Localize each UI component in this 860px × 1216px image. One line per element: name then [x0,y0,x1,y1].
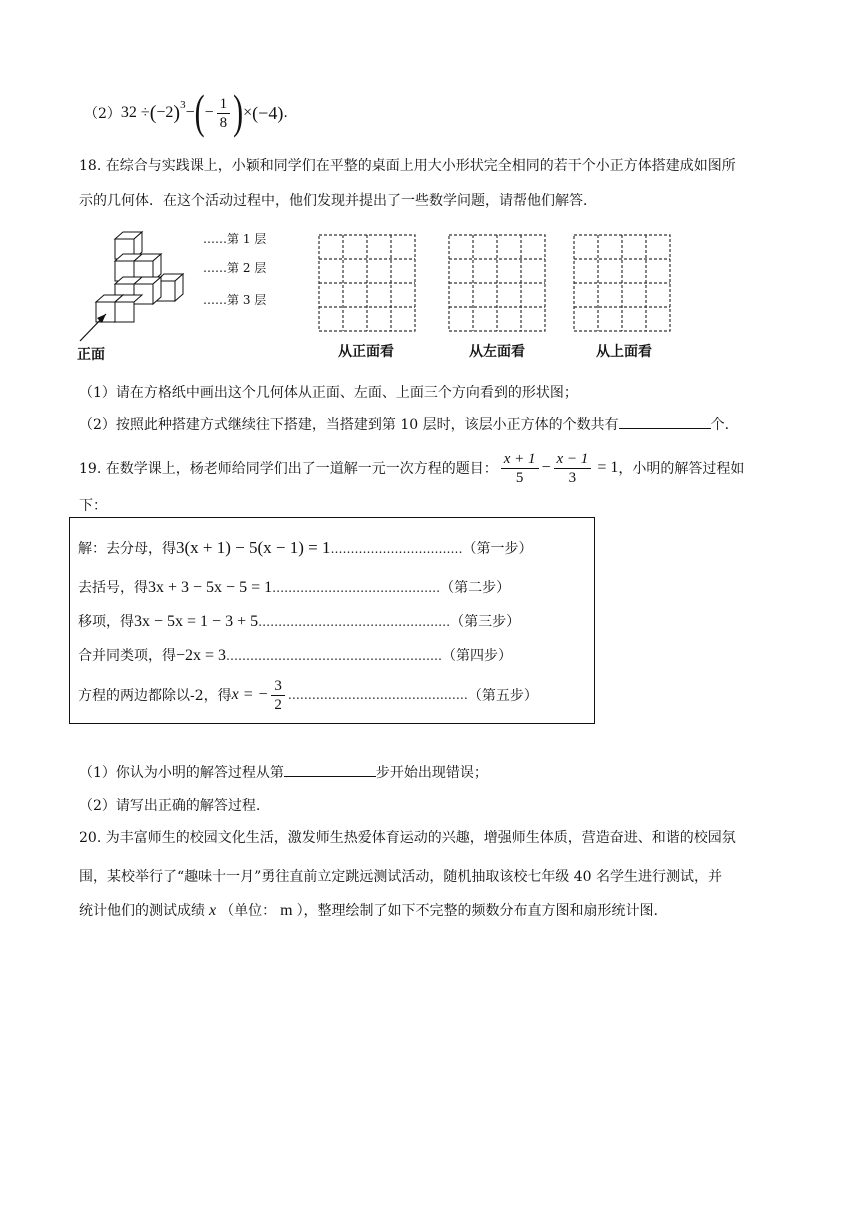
layer-1-label: ……第 1 层 [203,232,267,246]
q18-sub2-end: 个. [710,417,730,433]
frac-den: 2 [274,696,282,713]
step-tag: （第五步） [467,688,538,704]
step-tag: （第三步） [450,614,521,630]
front-label: 正面 [77,347,105,363]
paren2-right: ) [233,85,244,139]
q20-line3-c: ），整理绘制了如下不完整的频数分布直方图和扇形统计图. [296,903,659,919]
q20-line1: 20. 为丰富师生的校园文化生活，激发师生热爱体育运动的兴趣，增强师生体质，营造奋进、和谐的校园氛 [79,830,736,846]
expr-a: 32 ÷ [120,104,150,121]
frac-den: 5 [515,469,524,486]
cube [115,295,142,322]
step-3 [78,611,520,631]
frac-den: 8 [219,114,228,131]
exponent: 3 [180,99,186,111]
step-math: 3(x + 1) − 5(x − 1) = 1 [176,538,331,557]
step-1 [78,538,533,558]
step-math: −2x = 3 [176,647,227,664]
minus: − [185,104,195,121]
step-5 [78,672,538,718]
unit-m: m [280,902,293,919]
q18-line1: 18. 在综合与实践课上，小颖和同学们在平整的桌面上用大小形状完全相同的若干个小正方体搭建成如图所 [79,158,736,174]
layer-3-label: ……第 3 层 [203,293,267,307]
q19-op: − [541,459,551,476]
frac-den: 3 [568,469,577,486]
frac-num: x + 1 [501,450,539,469]
last-term: (−4) [252,102,284,123]
q19-sub1 [79,762,488,782]
step-tag: （第二步） [440,580,511,596]
frac-num: x − 1 [554,450,592,469]
q19-rhs: = 1 [597,459,619,476]
step-pre: 合并同类项，得 [78,648,176,664]
step-dots: ………………………………………… [258,615,451,629]
q20-line3-a: 统计他们的测试成绩 [79,903,205,919]
grid-left-view [448,234,546,332]
q17-2-label: （2） [84,106,121,122]
q20-line3-b: （单位： [220,903,277,919]
base: −2 [156,104,174,121]
q18-line2: 示的几何体．在这个活动过程中，他们发现并提出了一些数学问题，请帮他们解答． [79,193,597,209]
paren1-right: ) [173,101,181,124]
caption-top-view: 从上面看 [596,344,652,360]
q18-sub1: （1）请在方格纸中画出这个几何体从正面、左面、上面三个方向看到的形状图； [79,385,578,401]
step-math: x = − [231,686,269,703]
step-tag: （第四步） [442,648,513,664]
front-arrow [80,314,106,341]
q20-line3 [79,900,658,920]
frac-num: 1 [217,95,231,114]
q19-intro-c: 下： [79,498,107,514]
step-dots: ……………………………………………… [226,649,443,663]
step-pre: 方程的两边都除以-2，得 [78,688,232,704]
q19-frac-2 [554,450,592,487]
step-math: 3x + 3 − 5x − 5 = 1 [148,579,273,596]
cube-stack-figure [70,226,200,361]
q19-intro-b: ，小明的解答过程如 [618,461,745,477]
period: . [283,105,288,121]
grid-top-view [573,234,671,332]
step-pre: 解：去分母，得 [78,541,176,557]
frac-num: 3 [271,677,285,696]
step-tag: （第一步） [462,541,533,557]
step-dots: ……………………………………… [287,688,468,702]
q17-2-expression [84,85,288,139]
q20-line2: 围，某校举行了“趣味十一月”勇往直前立定跳远测试活动，随机抽取该校七年级 40 名学生进行测试，并 [79,869,723,885]
q19-intro-a: 19. 在数学课上，杨老师给同学们出了一道解一元一次方程的题目： [79,461,498,477]
layer-2-label: ……第 2 层 [203,261,267,275]
paren1-left: ( [149,101,157,124]
step5-frac [271,677,285,714]
paren2-left: ( [194,85,205,139]
step-math: 3x − 5x = 1 − 3 + 5 [134,613,259,630]
step-4 [78,645,512,665]
step-dots: …………………………… [330,542,463,556]
q19-sub1-b: 步开始出现错误； [375,765,488,781]
q18-sub2 [79,414,729,434]
step-pre: 去括号，得 [78,580,148,596]
fraction-one-eighth [217,95,231,132]
q19-sub2: （2）请写出正确的解答过程. [79,798,261,814]
grid-front-view [318,234,416,332]
var-x: x [209,902,217,919]
caption-front-view: 从正面看 [338,344,394,360]
step-pre: 移项，得 [78,614,134,630]
q18-sub2-text: （2）按照此种搭建方式继续往下搭建，当搭建到第 10 层时，该层小正方体的个数共有 [79,417,619,433]
times: × [243,104,253,121]
q19-intro [79,445,744,491]
step-dots: …………………………………… [272,581,441,595]
neg-sign: − [204,104,214,121]
q19-frac-1 [501,450,539,487]
answer-blank [284,762,376,777]
answer-blank [619,414,711,429]
q19-sub1-a: （1）你认为小明的解答过程从第 [79,765,284,781]
caption-left-view: 从左面看 [469,344,525,360]
step-2 [78,577,510,597]
